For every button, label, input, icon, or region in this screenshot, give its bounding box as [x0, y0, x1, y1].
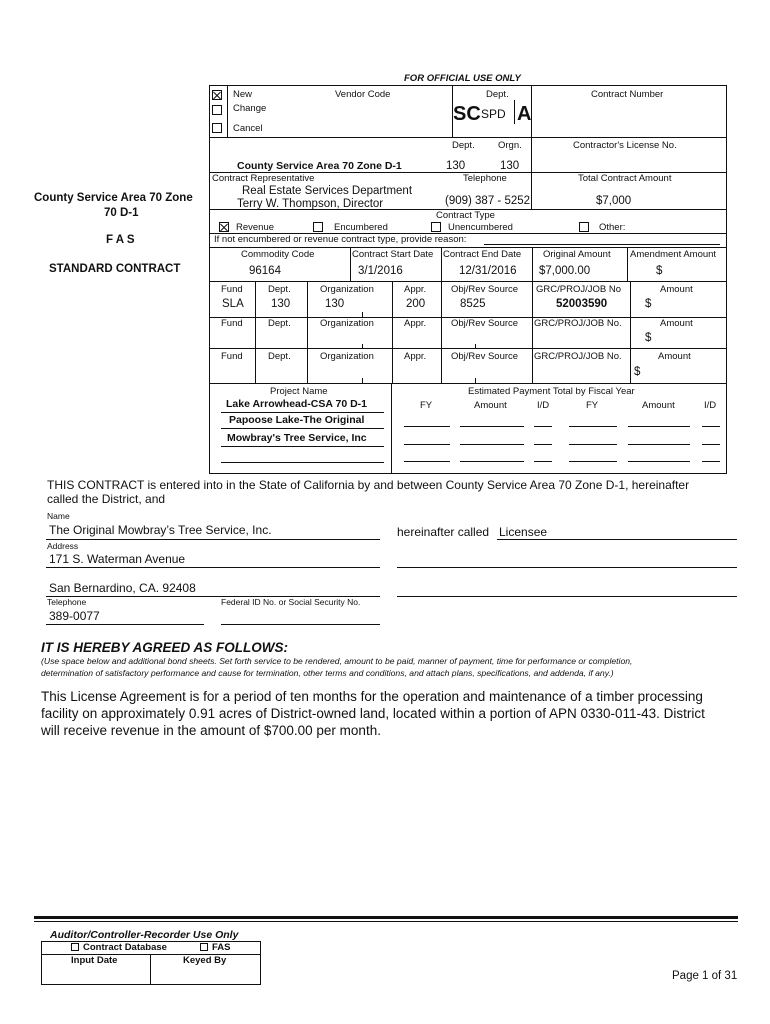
footer-rule	[34, 916, 738, 919]
amount-label-2: Amount	[660, 318, 693, 329]
org-label-2: Organization	[320, 318, 374, 329]
hereinafter-value: Licensee	[499, 525, 548, 539]
grc-label-3: GRC/PROJ/JOB No.	[534, 351, 622, 362]
grc-value: 52003590	[556, 298, 608, 310]
est-line	[534, 461, 552, 462]
divider	[350, 247, 351, 281]
telephone-label: Telephone	[463, 173, 507, 184]
obj-label-3: Obj/Rev Source	[451, 351, 519, 362]
contract-rep-label: Contract Representative	[212, 173, 315, 184]
party-name: The Original Mowbray’s Tree Service, Inc.	[49, 523, 272, 537]
dept-code-spd: SPD	[481, 107, 506, 121]
address-line2: San Bernardino, CA. 92408	[49, 581, 196, 595]
phone-label: Telephone	[47, 597, 87, 607]
amendment-amount-label: Amendment Amount	[630, 249, 717, 260]
project-line	[221, 428, 384, 429]
dept-code-sc: SC	[453, 103, 481, 125]
orgn-value: 130	[500, 160, 520, 172]
est-line	[628, 444, 690, 445]
dept-label-1: Dept.	[268, 284, 291, 295]
divider	[514, 100, 515, 124]
agreed-heading: IT IS HEREBY AGREED AS FOLLOWS:	[41, 640, 289, 655]
new-checkbox[interactable]	[212, 90, 222, 100]
est-line	[534, 444, 552, 445]
body-line3: will receive revenue in the amount of $700.00 per month.	[41, 723, 381, 738]
change-label: Change	[233, 103, 267, 114]
divider	[532, 247, 533, 281]
address-line	[46, 567, 380, 568]
estimated-label: Estimated Payment Total by Fiscal Year	[468, 386, 635, 397]
contract-number-label: Contract Number	[591, 89, 664, 100]
address-label: Address	[47, 541, 79, 551]
project-line1: Lake Arrowhead-CSA 70 D-1	[226, 398, 368, 410]
fy-label-2: FY	[586, 400, 599, 411]
left-title-line2: 70 D-1	[104, 207, 139, 219]
appr-label-2: Appr.	[404, 318, 427, 329]
appr-value: 200	[406, 298, 426, 310]
reason-line[interactable]	[484, 244, 720, 245]
est-line	[404, 461, 450, 462]
est-line	[460, 461, 524, 462]
dept-code-a: A	[517, 103, 532, 125]
body-line2: facility on approximately 0.91 acres of District-owned land, located within a portion of APN 0330-011-43. District	[41, 706, 705, 721]
est-line	[569, 461, 617, 462]
tick	[362, 344, 363, 348]
est-line	[628, 461, 690, 462]
divider	[532, 281, 533, 383]
tick	[362, 312, 363, 317]
other-label: Other:	[599, 222, 626, 233]
org-value: 130	[325, 298, 345, 310]
end-date-value: 12/31/2016	[459, 265, 517, 277]
left-title-standard: STANDARD CONTRACT	[49, 263, 181, 275]
divider	[209, 281, 727, 282]
start-date-value: 3/1/2016	[358, 265, 403, 277]
est-line	[460, 426, 524, 427]
dept-value: 130	[446, 160, 466, 172]
fund-label-3: Fund	[221, 351, 243, 362]
reason-label: If not encumbered or revenue contract type, provide reason:	[214, 234, 467, 245]
org-label-3: Organization	[320, 351, 374, 362]
project-line	[221, 412, 384, 413]
total-amount-label: Total Contract Amount	[578, 173, 672, 184]
divider	[209, 383, 727, 384]
est-line	[569, 426, 617, 427]
est-line	[534, 426, 552, 427]
divider	[392, 281, 393, 383]
agency-name: County Service Area 70 Zone D-1	[237, 160, 402, 172]
commodity-code-value: 96164	[249, 265, 281, 277]
intro-line1: THIS CONTRACT is entered into in the State of California by and between County Service Area 70 Zone D-1, hereinafter	[47, 478, 690, 492]
project-line2: Papoose Lake-The Original	[229, 414, 365, 426]
org-label-1: Organization	[320, 284, 374, 295]
divider	[227, 85, 228, 137]
fund-value: SLA	[222, 298, 244, 310]
est-line	[628, 426, 690, 427]
divider	[531, 137, 532, 209]
contract-rep-line2: Terry W. Thompson, Director	[237, 198, 384, 209]
est-line	[702, 461, 720, 462]
est-line	[460, 444, 524, 445]
amount-dollar-3: $	[634, 366, 641, 378]
vendor-code-label: Vendor Code	[335, 89, 391, 100]
end-date-label: Contract End Date	[443, 249, 522, 260]
appr-label-3: Appr.	[404, 351, 427, 362]
project-name-label: Project Name	[270, 386, 328, 397]
revenue-checkbox[interactable]	[219, 222, 229, 232]
est-line	[404, 426, 450, 427]
change-checkbox[interactable]	[212, 105, 222, 115]
cancel-label: Cancel	[233, 123, 263, 134]
tick	[362, 378, 363, 383]
phone-value: 389-0077	[49, 609, 100, 623]
divider	[209, 348, 727, 349]
grc-label-1: GRC/PROJ/JOB No	[536, 284, 621, 295]
divider	[627, 247, 628, 281]
other-checkbox[interactable]	[579, 222, 589, 232]
fund-label-1: Fund	[221, 284, 243, 295]
auditor-title: Auditor/Controller-Recorder Use Only	[50, 929, 239, 941]
dept-label: Dept.	[452, 140, 475, 151]
hereinafter-label: hereinafter called	[397, 525, 490, 539]
id-label-2: I/D	[704, 400, 717, 411]
dept-header-label: Dept.	[486, 89, 509, 100]
fas-label: FAS	[212, 942, 231, 953]
instructions-line2: determination of satisfactory performance and cause for termination, other terms and conditions, and attach plans, specifications, and addenda, if any.)	[41, 668, 614, 678]
divider	[209, 137, 727, 138]
name-label: Name	[47, 511, 70, 521]
unencumbered-label: Unencumbered	[448, 222, 513, 233]
contract-type-label: Contract Type	[436, 210, 495, 221]
license-label: Contractor's License No.	[573, 140, 677, 151]
total-amount-value: $7,000	[596, 195, 632, 207]
contract-db-checkbox[interactable]	[71, 943, 79, 951]
blank-line	[397, 596, 737, 597]
keyed-by-label: Keyed By	[183, 955, 227, 966]
divider	[255, 281, 256, 383]
official-use-header: FOR OFFICIAL USE ONLY	[404, 73, 521, 84]
amount-label-est-2: Amount	[642, 400, 675, 411]
orgn-label: Orgn.	[498, 140, 522, 151]
divider	[441, 247, 442, 281]
dept-value-acct: 130	[271, 298, 291, 310]
fed-id-line	[221, 624, 380, 625]
project-line	[221, 446, 384, 447]
obj-value: 8525	[460, 298, 486, 310]
body-line1: This License Agreement is for a period of ten months for the operation and maintenance of a timber processing	[41, 689, 703, 704]
divider	[209, 247, 727, 248]
start-date-label: Contract Start Date	[352, 249, 434, 260]
footer-rule-thin	[34, 921, 738, 922]
est-line	[404, 444, 450, 445]
obj-label-1: Obj/Rev Source	[451, 284, 519, 295]
obj-label-2: Obj/Rev Source	[451, 318, 519, 329]
instructions-line1: (Use space below and additional bond sheets. Set forth service to be rendered, amount to be paid, manner of payment, time for performance or completion,	[41, 656, 633, 666]
original-amount-label: Original Amount	[543, 249, 611, 260]
divider	[391, 383, 392, 474]
divider	[150, 954, 151, 985]
fy-label-1: FY	[420, 400, 433, 411]
name-line	[46, 539, 380, 540]
est-line	[702, 444, 720, 445]
dept-label-2: Dept.	[268, 318, 291, 329]
divider	[307, 281, 308, 383]
project-line3: Mowbray's Tree Service, Inc	[227, 432, 367, 444]
divider	[441, 281, 442, 383]
appr-label-1: Appr.	[404, 284, 427, 295]
unencumbered-checkbox[interactable]	[431, 222, 441, 232]
original-amount-value: $7,000.00	[539, 265, 591, 277]
fas-checkbox[interactable]	[200, 943, 208, 951]
amount-label-1: Amount	[660, 284, 693, 295]
input-date-label: Input Date	[71, 955, 118, 966]
telephone-value: (909) 387 - 5252	[445, 195, 531, 207]
intro-line2: called the District, and	[47, 492, 166, 506]
contract-db-label: Contract Database	[83, 942, 167, 953]
project-line	[221, 462, 384, 463]
est-line	[569, 444, 617, 445]
new-label: New	[233, 89, 253, 100]
contract-rep-line1: Real Estate Services Department	[242, 185, 413, 197]
divider	[531, 85, 532, 137]
grc-label-2: GRC/PROJ/JOB No.	[534, 318, 622, 329]
revenue-label: Revenue	[236, 222, 275, 233]
hereinafter-line	[497, 539, 737, 540]
est-line	[702, 426, 720, 427]
left-title-line1: County Service Area 70 Zone	[34, 192, 193, 204]
encumbered-checkbox[interactable]	[313, 222, 323, 232]
amount-label-3: Amount	[658, 351, 691, 362]
cancel-checkbox[interactable]	[212, 123, 222, 133]
amendment-amount-value: $	[656, 265, 663, 277]
tick	[475, 378, 476, 383]
tick	[475, 344, 476, 348]
divider	[630, 281, 631, 383]
address-line1: 171 S. Waterman Avenue	[49, 552, 186, 566]
dept-label-3: Dept.	[268, 351, 291, 362]
id-label-1: I/D	[537, 400, 550, 411]
commodity-code-label: Commodity Code	[241, 249, 315, 260]
page-number: Page 1 of 31	[672, 970, 738, 982]
amount-dollar-1: $	[645, 298, 652, 310]
left-title-fas: F A S	[106, 234, 135, 246]
encumbered-label: Encumbered	[334, 222, 388, 233]
fed-id-label: Federal ID No. or Social Security No.	[221, 597, 361, 607]
phone-line	[46, 624, 204, 625]
blank-line	[397, 567, 737, 568]
amount-dollar-2: $	[645, 332, 652, 344]
fund-label-2: Fund	[221, 318, 243, 329]
amount-label-est-1: Amount	[474, 400, 507, 411]
